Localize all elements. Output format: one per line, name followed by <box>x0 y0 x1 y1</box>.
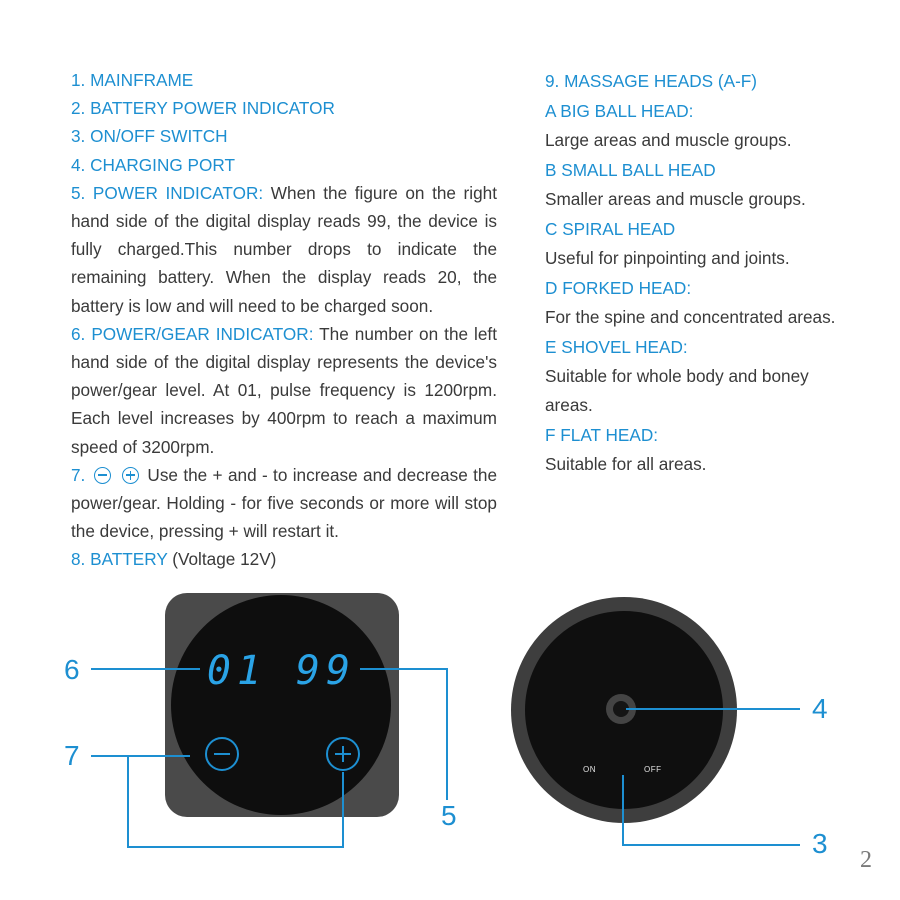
item-on-off-switch: 3. ON/OFF SWITCH <box>71 126 228 147</box>
callout-7: 7 <box>64 740 80 771</box>
display-battery-value: 99 <box>295 648 357 694</box>
switch-on-label: ON <box>583 765 596 774</box>
callout-4: 4 <box>812 693 828 724</box>
head-d-desc: For the spine and concentrated areas. <box>545 307 836 327</box>
head-f-name: F FLAT HEAD: <box>545 425 659 445</box>
item-charging-port: 4. CHARGING PORT <box>71 154 235 175</box>
switch-off-label: OFF <box>644 765 662 774</box>
item-battery-power-indicator: 2. BATTERY POWER INDICATOR <box>71 98 335 119</box>
callout-5: 5 <box>441 800 457 831</box>
head-c-desc: Useful for pinpointing and joints. <box>545 248 790 268</box>
massage-heads-title: 9. MASSAGE HEADS (A-F) <box>545 71 758 91</box>
item-power-gear-text: The number on the left hand side of the digital display represents the device's power/gear level. At 01, pulse frequency is 1200rpm. Each level increases by 400rpm to reach a maximum speed of 3200rpm. <box>71 323 497 457</box>
callout-6: 6 <box>64 654 80 685</box>
head-e-name: E SHOVEL HEAD: <box>545 337 688 357</box>
page-number: 2 <box>860 847 872 873</box>
head-c-name: C SPIRAL HEAD <box>545 219 676 239</box>
item-battery-text: (Voltage 12V) <box>167 549 277 570</box>
item-power-indicator-text: When the figure on the right hand side of the digital display reads 99, the device is fully charged.This number drops to indicate the remaining battery. When the display reads 20, the battery is low and will need to be charged soon. <box>71 182 497 316</box>
control-panel-face <box>171 595 391 815</box>
callout-3: 3 <box>812 828 828 859</box>
head-a-name: A BIG BALL HEAD: <box>545 101 694 121</box>
head-b-name: B SMALL BALL HEAD <box>545 160 716 180</box>
head-b-desc: Smaller areas and muscle groups. <box>545 189 806 209</box>
item-power-gear-label: 6. POWER/GEAR INDICATOR: <box>71 323 314 344</box>
item-mainframe: 1. MAINFRAME <box>71 70 194 90</box>
head-e-desc: Suitable for whole body and boney areas. <box>545 366 809 415</box>
head-a-desc: Large areas and muscle groups. <box>545 130 792 150</box>
item-plus-minus-label: 7. <box>71 464 86 485</box>
head-f-desc: Suitable for all areas. <box>545 454 707 474</box>
item-battery-label: 8. BATTERY <box>71 549 168 570</box>
head-d-name: D FORKED HEAD: <box>545 278 692 298</box>
item-plus-minus-text: Use the + and - to increase and decrease the power/gear. Holding - for five seconds or more will stop the device, pressing + will restart it. <box>71 464 498 542</box>
display-gear-value: 01 <box>206 648 268 694</box>
item-power-indicator-label: 5. POWER INDICATOR: <box>71 182 264 203</box>
